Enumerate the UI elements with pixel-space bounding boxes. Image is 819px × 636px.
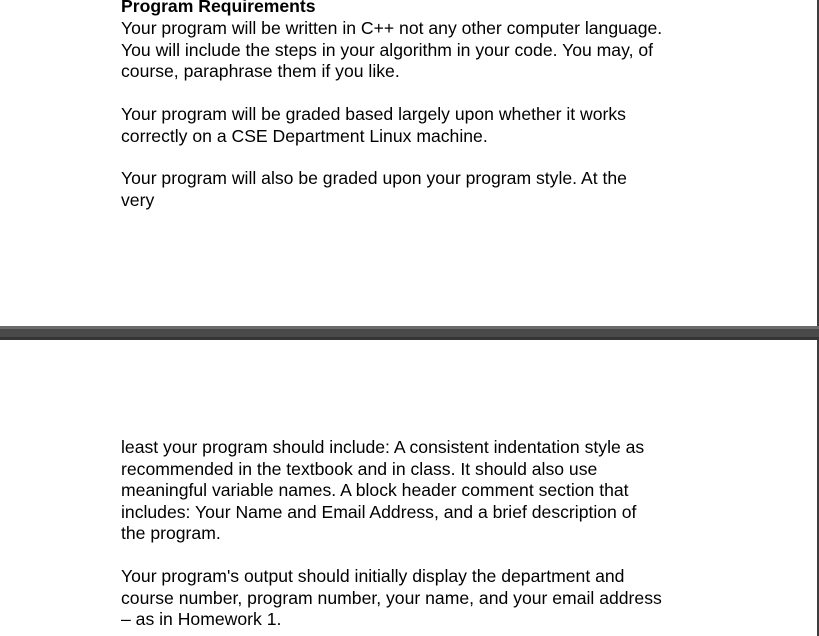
paragraph-line: You will include the steps in your algorithm in your code. You may, of: [121, 39, 654, 60]
paragraph-line: the program.: [121, 523, 221, 543]
paragraph-grading-linux: [121, 104, 721, 147]
page-separator-edge: [0, 326, 819, 329]
paragraph-line: Your program will be graded based largely upon whether it works: [121, 104, 626, 124]
paragraph-line: meaningful variable names. A block header comment section that: [121, 480, 629, 500]
paragraph-line: least your program should include: A consistent indentation style as: [121, 437, 645, 457]
paragraph-language-requirement: [121, 18, 721, 83]
paragraph-line: includes: Your Name and Email Address, and a brief description of: [121, 501, 637, 522]
paragraph-line: Your program will be written in C++ not any other computer language.: [121, 18, 663, 38]
paragraph-line: Your program will also be graded upon your program style. At the: [121, 168, 627, 188]
paragraph-style-details: [121, 437, 721, 545]
paragraph-line: Your program's output should initially display the department and: [121, 566, 625, 586]
paragraph-line: – as in Homework 1.: [121, 609, 282, 629]
page-separator: [0, 326, 819, 340]
section-heading: Program Requirements: [121, 0, 316, 16]
paragraph-line: very: [121, 189, 155, 210]
paragraph-line: course number, program number, your name, and your email address: [121, 587, 662, 608]
document-page-2: [0, 340, 819, 636]
paragraph-line: correctly on a CSE Department Linux machine.: [121, 125, 488, 146]
page-1-heading-block: [121, 0, 721, 18]
paragraph-line: course, paraphrase them if you like.: [121, 61, 400, 81]
paragraph-line: recommended in the textbook and in class. It should also use: [121, 458, 598, 479]
paragraph-program-style: [121, 168, 721, 211]
paragraph-program-output: [121, 566, 721, 631]
